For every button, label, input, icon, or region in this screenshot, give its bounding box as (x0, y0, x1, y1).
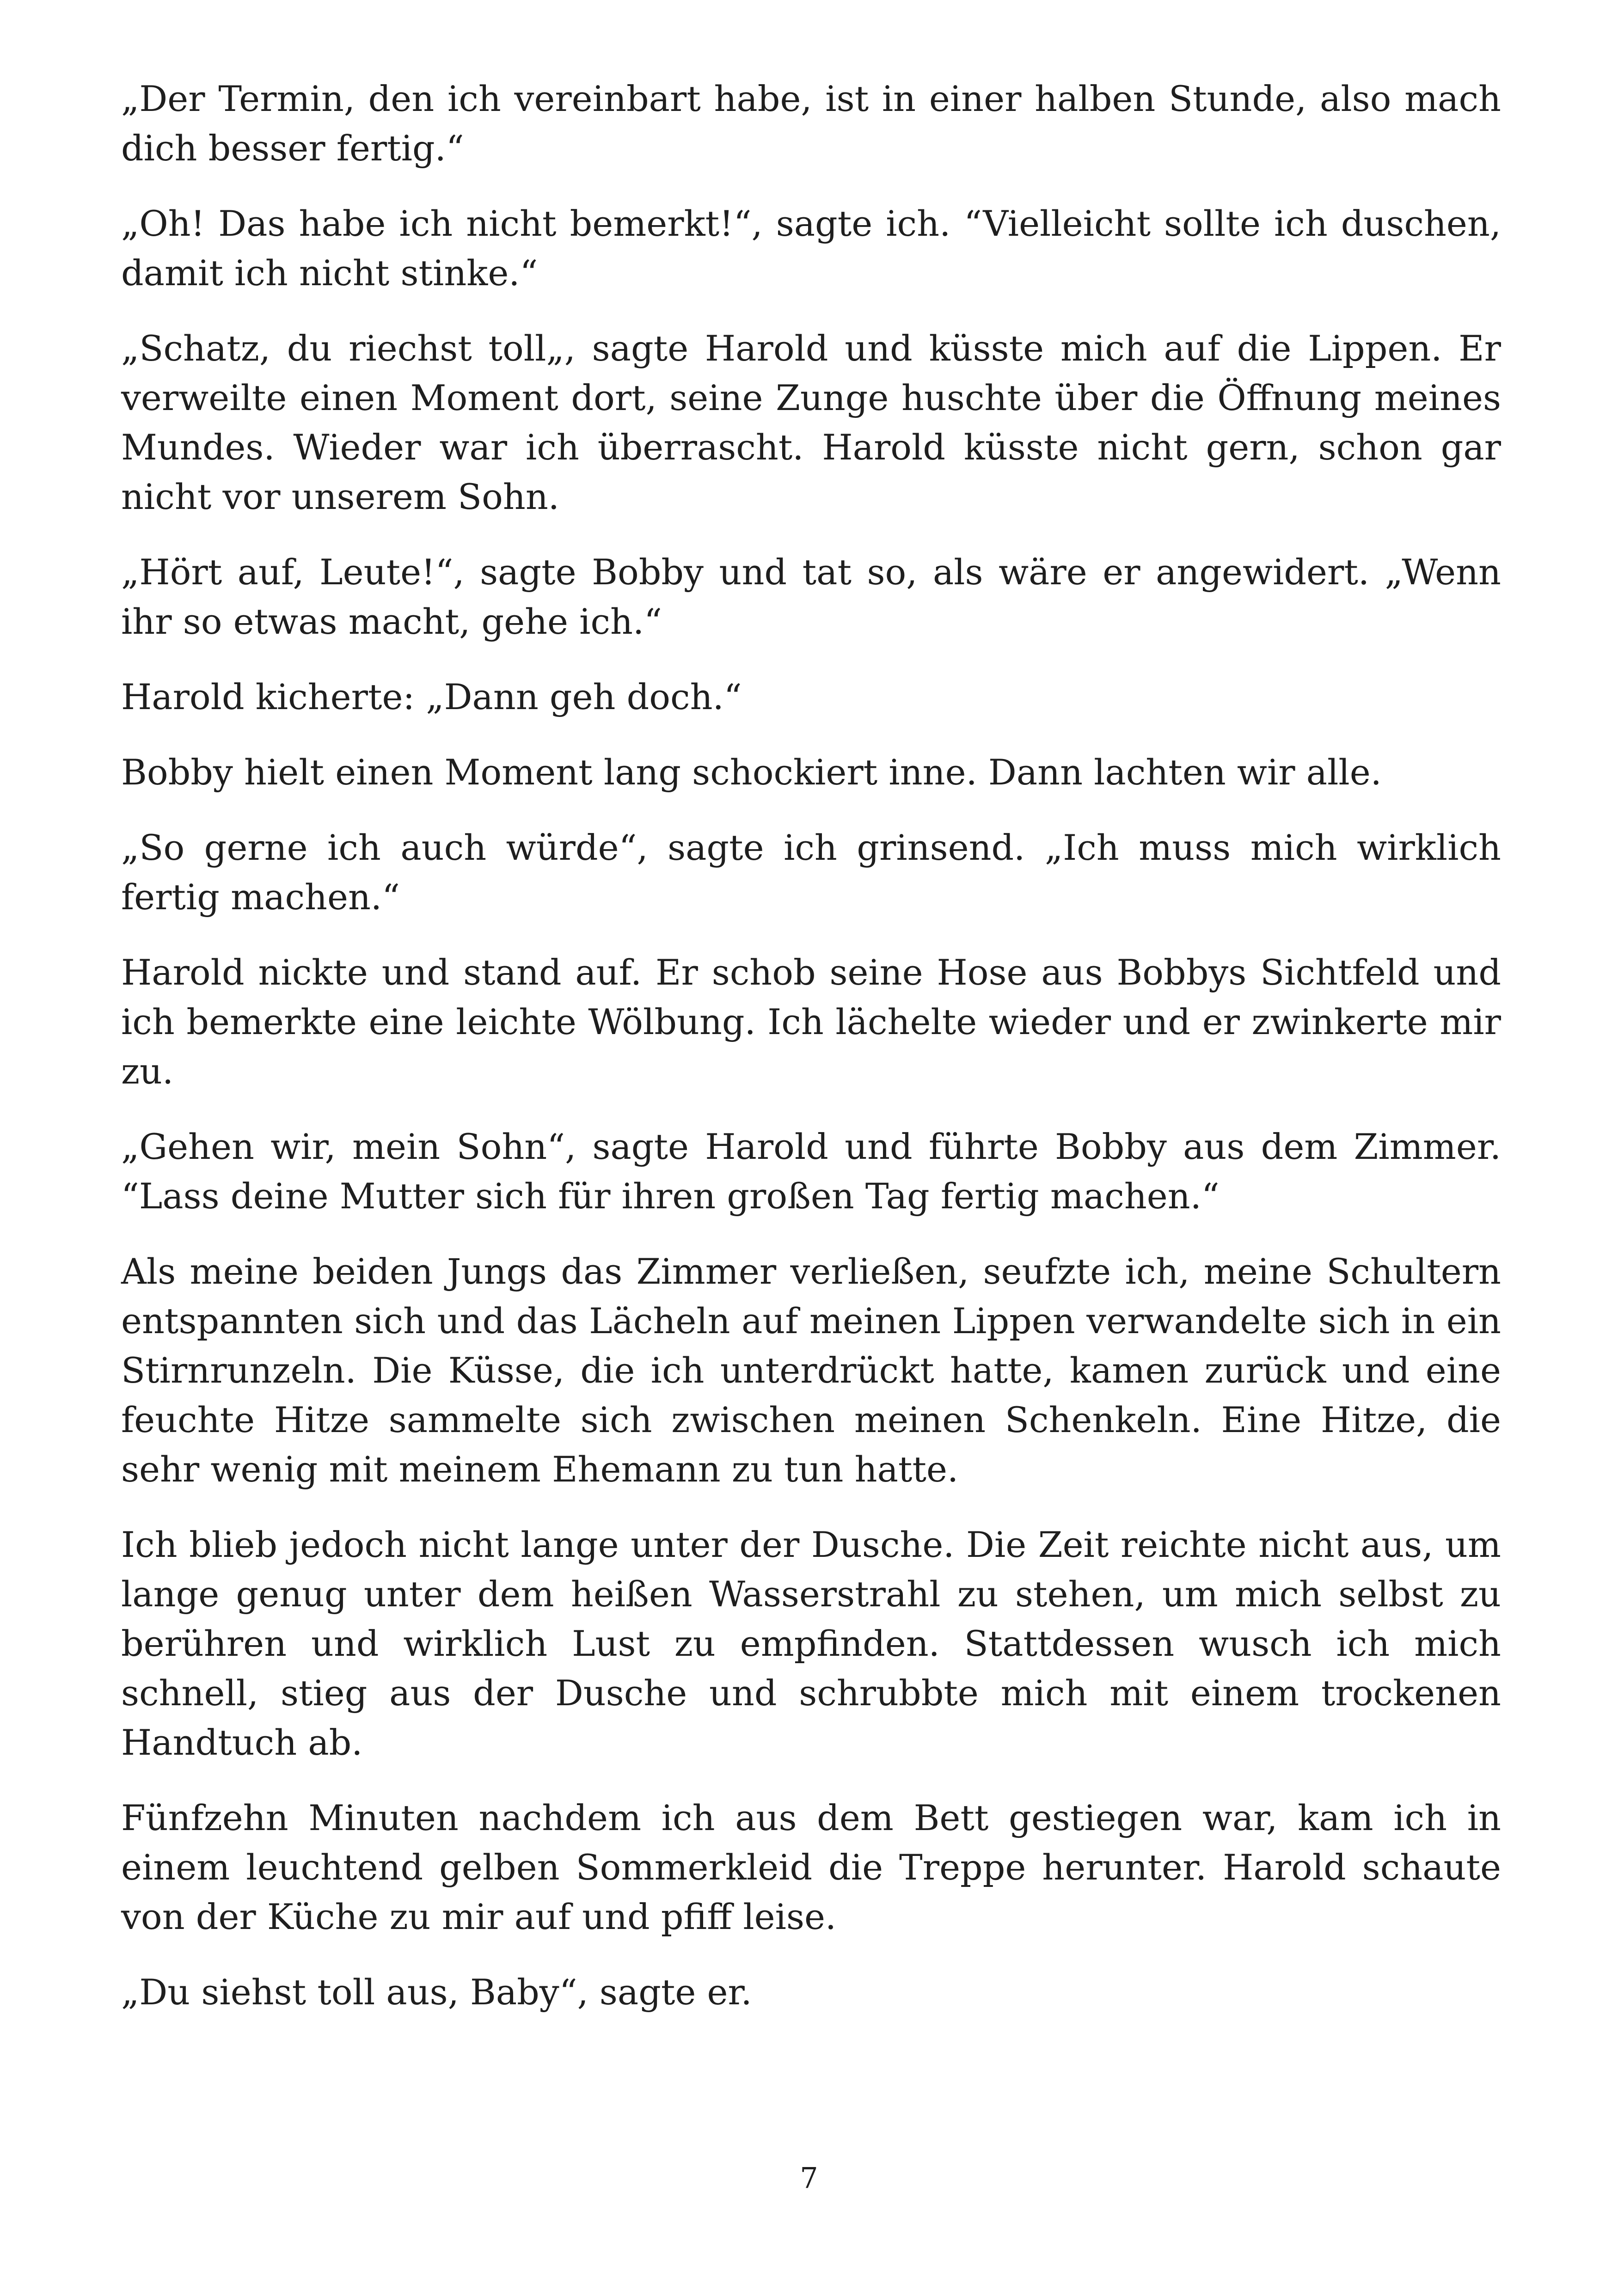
paragraph: „Hört auf, Leute!“, sagte Bobby und tat so, als wäre er angewidert. „Wenn ihr so etwas macht, gehe ich.“ (121, 551, 1501, 642)
paragraph: „Gehen wir, mein Sohn“, sagte Harold und führte Bobby aus dem Zimmer. “Lass deine Mutter sich für ihren großen Tag fertig machen.“ (121, 1126, 1501, 1217)
paragraph: „Schatz, du riechst toll„, sagte Harold und küsste mich auf die Lippen. Er verweilte einen Moment dort, seine Zunge huschte über die Öffnung meines Mundes. Wieder war ich überrascht. Harold küsste nicht gern, schon gar nicht vor unserem Sohn. (121, 328, 1501, 517)
paragraph: „Du siehst toll aus, Baby“, sagte er. (121, 1971, 752, 2013)
paragraph: „Oh! Das habe ich nicht bemerkt!“, sagte ich. “Vielleicht sollte ich duschen, damit ich nicht stinke.“ (121, 203, 1501, 294)
paragraph: Bobby hielt einen Moment lang schockiert inne. Dann lachten wir alle. (121, 752, 1382, 793)
page-number: 7 (800, 2161, 818, 2195)
paragraph: Ich blieb jedoch nicht lange unter der Dusche. Die Zeit reichte nicht aus, um lange genug unter dem heißen Wasserstrahl zu stehen, um mich selbst zu berühren und wirklich Lust zu empfinden. Stattdessen wusch ich mich schnell, stieg aus der Dusche und schrubbte mich mit einem trockenen Handtuch ab. (121, 1524, 1501, 1763)
paragraph: Als meine beiden Jungs das Zimmer verließen, seufzte ich, meine Schultern entspannten sich und das Lächeln auf meinen Lippen verwandelte sich in ein Stirnrunzeln. Die Küsse, die ich unterdrückt hatte, kamen zurück und eine feuchte Hitze sammelte sich zwischen meinen Schenkeln. Eine Hitze, die sehr wenig mit meinem Ehemann zu tun hatte. (121, 1251, 1501, 1490)
paragraph: Fünfzehn Minuten nachdem ich aus dem Bett gestiegen war, kam ich in einem leuchtend gelben Sommerkleid die Treppe herunter. Harold schaute von der Küche zu mir auf und pfiff leise. (121, 1797, 1501, 1937)
paragraph: „Der Termin, den ich vereinbart habe, ist in einer halben Stunde, also mach dich besser fertig.“ (121, 78, 1501, 169)
body-text (121, 74, 1501, 2043)
paragraph: Harold kicherte: „Dann geh doch.“ (121, 676, 742, 717)
paragraph: Harold nickte und stand auf. Er schob seine Hose aus Bobbys Sichtfeld und ich bemerkte eine leichte Wölbung. Ich lächelte wieder und er zwinkerte mir zu. (121, 952, 1501, 1092)
paragraph: „So gerne ich auch würde“, sagte ich grinsend. „Ich muss mich wirklich fertig machen.“ (121, 827, 1501, 918)
